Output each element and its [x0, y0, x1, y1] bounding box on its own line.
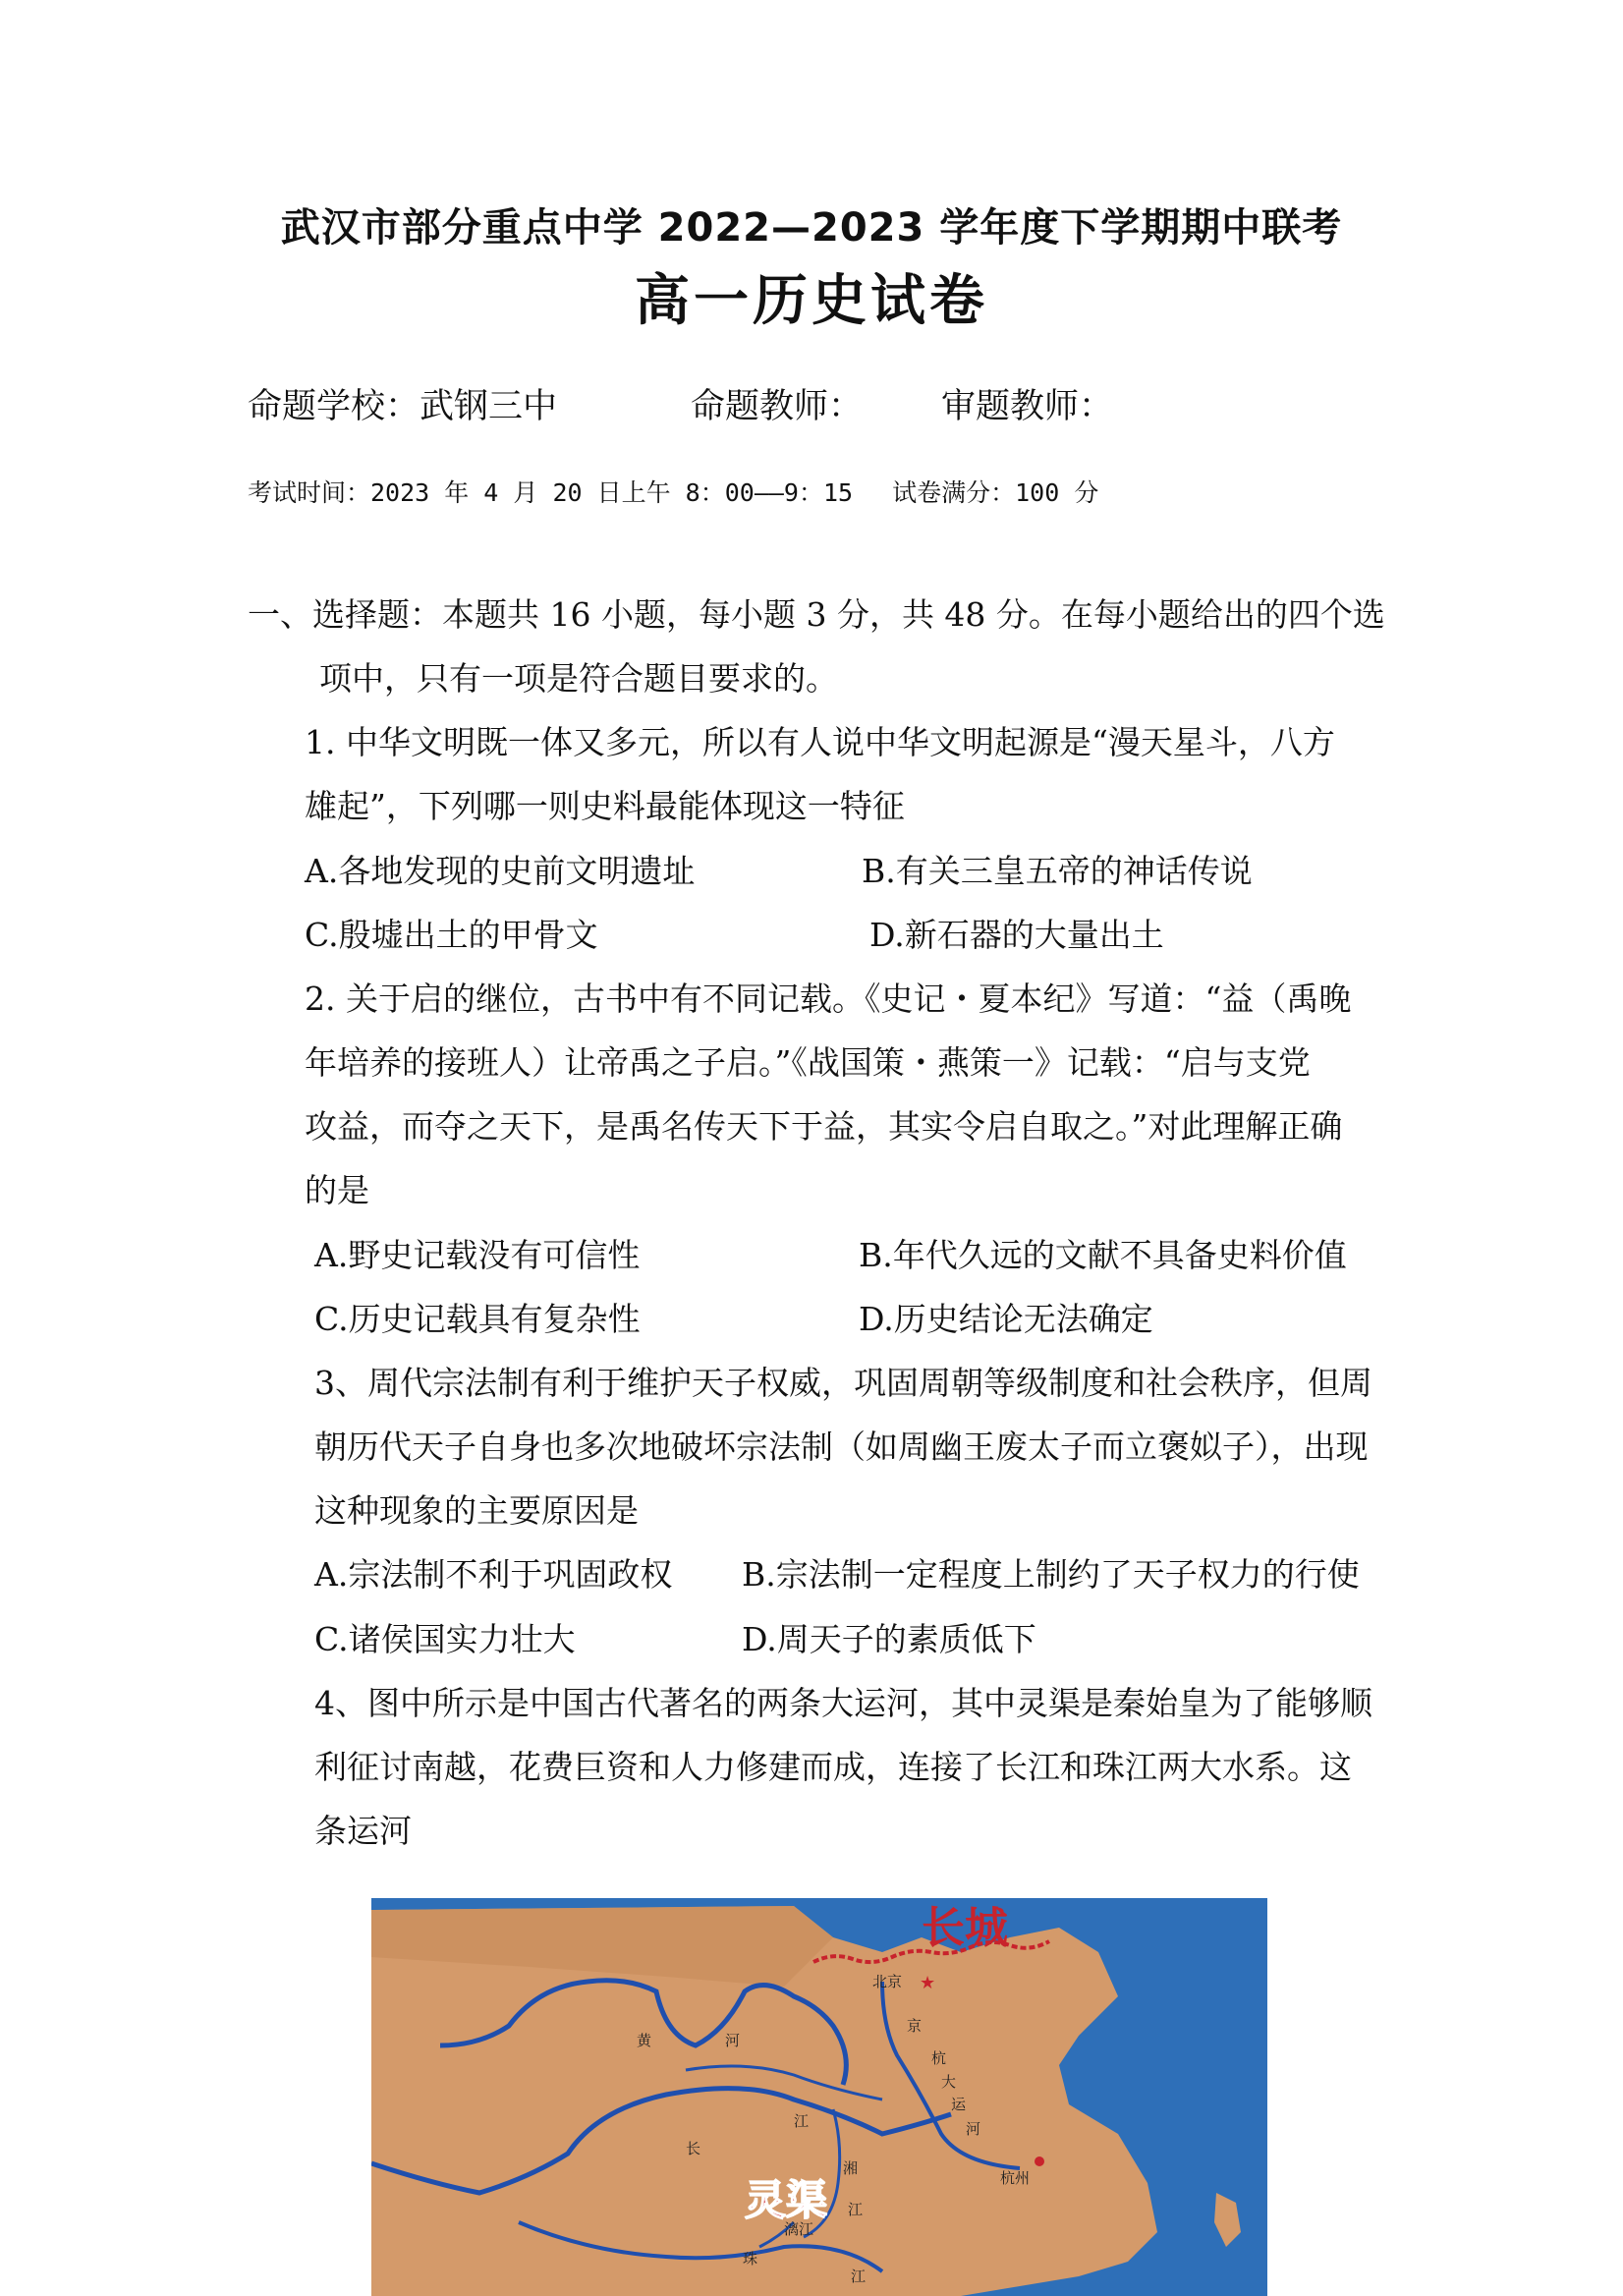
question-3-option-d: D.周天子的素质低下	[742, 1620, 1036, 1658]
canal-he-label: 河	[966, 2120, 981, 2138]
question-4-line: 条运河	[314, 1812, 412, 1850]
reviewer-label: 审题教师：	[941, 387, 1114, 426]
question-1-option-d: D.新石器的大量出土	[869, 916, 1164, 954]
question-3-line: 朝历代天子自身也多次地破坏宗法制（如周幽王废太子而立褒姒子），出现	[314, 1428, 1369, 1466]
question-1-option-a: A.各地发现的史前文明遗址	[305, 852, 696, 890]
exam-title: 武汉市部分重点中学 2022—2023 学年度下学期期中联考	[280, 205, 1343, 251]
yun-label: 运	[951, 2096, 967, 2113]
question-1-option-b: B.有关三皇五帝的神话传说	[862, 852, 1253, 890]
hangzhou-label: 杭州	[1000, 2169, 1031, 2187]
question-1-line: 雄起”，下列哪一则史料最能体现这一特征	[305, 787, 905, 825]
hangzhou-dot	[1035, 2156, 1044, 2166]
he-label: 河	[725, 2032, 741, 2049]
beijing-label: 北京	[872, 1973, 903, 1990]
question-2-line: 攻益，而夺之天下，是禹名传天下于益，其实令启自取之。”对此理解正确	[305, 1107, 1343, 1146]
chang-label: 长	[686, 2140, 701, 2157]
question-2-line: 2. 关于启的继位，古书中有不同记载。《史记・夏本纪》写道：“益（禹晚	[305, 980, 1352, 1018]
xiang-jiang-label: 江	[848, 2201, 864, 2218]
question-4-line: 4、图中所示是中国古代著名的两条大运河，其中灵渠是秦始皇为了能够顺	[314, 1684, 1372, 1722]
teacher-label: 命题教师：	[691, 387, 864, 426]
lingqu-label: 灵渠	[745, 2176, 828, 2224]
question-2-option-c: C.历史记载具有复杂性	[314, 1300, 641, 1338]
question-1-option-c: C.殷墟出土的甲骨文	[305, 916, 598, 954]
zhu-jiang-label: 江	[851, 2268, 867, 2285]
question-2-line: 的是	[305, 1171, 369, 1209]
exam-time: 考试时间：2023 年 4 月 20 日上午 8：00——9：15 试卷满分：100 分	[248, 478, 1099, 507]
canal-map	[371, 1898, 1267, 2296]
question-3-line: 这种现象的主要原因是	[314, 1491, 639, 1530]
hang-label: 杭	[931, 2049, 947, 2067]
question-2-option-d: D.历史结论无法确定	[859, 1300, 1153, 1338]
question-3-option-a: A.宗法制不利于巩固政权	[314, 1555, 673, 1594]
da-label: 大	[941, 2073, 957, 2091]
xiang-label: 湘	[843, 2159, 859, 2177]
school-label: 命题学校：武钢三中	[248, 387, 558, 426]
island	[1214, 2193, 1241, 2247]
huang-label: 黄	[637, 2032, 652, 2049]
canal-map-drawing	[371, 1898, 1267, 2296]
great-wall-label: 长城	[922, 1903, 1008, 1953]
section-heading-cont: 项中，只有一项是符合题目要求的。	[319, 659, 838, 698]
jiang-label: 江	[794, 2112, 810, 2130]
question-2-option-b: B.年代久远的文献不具备史料价值	[859, 1236, 1347, 1274]
jing-label: 京	[907, 2017, 923, 2035]
question-2-option-a: A.野史记载没有可信性	[314, 1236, 641, 1274]
question-1-line: 1. 中华文明既一体又多元，所以有人说中华文明起源是“漫天星斗，八方	[305, 723, 1335, 761]
beijing-star-icon: ★	[920, 1973, 936, 1993]
question-4-line: 利征讨南越，花费巨资和人力修建而成，连接了长江和珠江两大水系。这	[314, 1748, 1352, 1786]
section-heading: 一、选择题：本题共 16 小题，每小题 3 分，共 48 分。在每小题给出的四个选	[248, 595, 1385, 634]
li-jiang-label: 漓江	[784, 2220, 814, 2238]
question-3-line: 3、周代宗法制有利于维护天子权威，巩固周朝等级制度和社会秩序，但周	[314, 1364, 1372, 1402]
question-2-line: 年培养的接班人）让帝禹之子启。”《战国策・燕策一》记载：“启与支党	[305, 1043, 1311, 1082]
question-3-option-b: B.宗法制一定程度上制约了天子权力的行使	[742, 1555, 1360, 1594]
question-3-option-c: C.诸侯国实力壮大	[314, 1620, 576, 1658]
exam-subtitle: 高一历史试卷	[635, 269, 988, 333]
zhu-label: 珠	[743, 2250, 758, 2268]
